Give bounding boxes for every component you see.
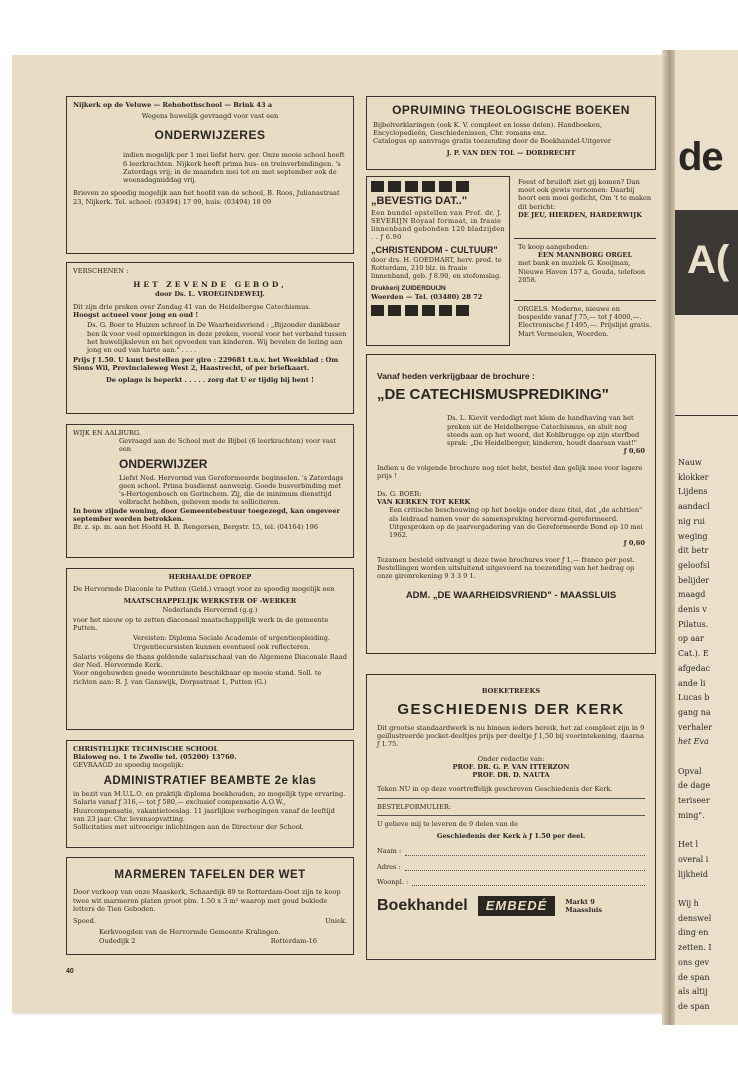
- name-label: Naam :: [377, 847, 402, 856]
- ad-unique: Uniek.: [325, 917, 347, 926]
- ad-footer: De oplage is beperkt . . . . . zorg dat U er tijdig bij bent !: [106, 375, 314, 384]
- ad-body: Dit grootse standaardwerk is nu binnen ieders bereik, het zal compleet zijn in 9 geillustreerde pocket-deeltjes prijs per deeltje ƒ 1,50 bij voorintekening, daarna ƒ 1.75.: [377, 723, 645, 749]
- shop-logo: EMBEDÉ: [478, 896, 556, 916]
- ad-body: Indien u de volgende brochure nog niet hebt, bestel dan gelijk mee voor lagere prijs !: [377, 463, 643, 480]
- ad-opruiming: [366, 96, 656, 170]
- city-field[interactable]: [377, 878, 645, 886]
- ad-intro: Wegens huwelijk gevraagd voor vast een: [141, 112, 279, 121]
- ad-body: Dit zijn drie preken over Zondag 41 van de Heidelbergse Catechismus.: [73, 302, 311, 311]
- ad-quote: Ds. G. Boer te Huizen schreef in De Waarheidsvriend : „Bijzonder dankbaar ben ik voor veel opmerkingen in deze preken, vooral voor het verband tussen het huwelijksleven en het opvoeden van kinderen. Wij bevelen de lezing aan jong en oud van harte aan." . . . .: [87, 321, 347, 355]
- ad-contact: Br. z. sp. m. aan het Hoofd H. B. Rengersen, Bergstr. 15, tel. (04164) 196: [73, 523, 319, 532]
- ad-body-2: door drs. H. GOEDHART, herv. pred. te Rotterdam, 210 blz. in fraaie linnenband, geb. ƒ 8.90, en stofomslag.: [371, 255, 502, 281]
- ad-title: HET ZEVENDE GEBOD,: [133, 280, 287, 290]
- ad-geschiedenis-der-kerk: [366, 674, 656, 960]
- ad-intro: De Hervormde Diaconie te Putten (Geld.) vraagt voor zo spoedig mogelijk een: [73, 585, 335, 594]
- ad-body: ORGELS. Moderne, nieuwe en bespeelde vanaf ƒ 75,— tot ƒ 4000,—. Electronische ƒ 1495,—. Prijslijst gratis. Mart Vermeulen, Woerden.: [518, 305, 652, 338]
- ad-onderwijzeres: [66, 96, 354, 254]
- ad-body: Sollicitaties met uitvoerige inlichtingen aan de Directeur der School.: [73, 823, 304, 832]
- ad-title: „DE CATECHISMUSPREDIKING": [377, 385, 609, 403]
- ad-title: MARMEREN TAFELEN DER WET: [114, 869, 306, 881]
- next-page-line: denswel: [678, 913, 712, 923]
- next-page-line: denis v: [678, 605, 707, 614]
- ad-footer: ADM. „DE WAARHEIDSVRIEND" - MAASSLUIS: [405, 590, 617, 602]
- next-page-edge: [675, 50, 738, 1025]
- order-form-label: BESTELFORMULIER:: [377, 802, 452, 811]
- next-page-line: Cat.). E: [678, 649, 709, 659]
- ad-signature-address: Oudedijk 2: [99, 936, 136, 945]
- next-page-line: ming".: [678, 810, 705, 820]
- ad-phone: Woerden — Tel. (03480) 28 72: [371, 292, 483, 301]
- ad-body: voor het nieuw op te zetten diaconaal maatschappelijk werk in de gemeente Putten.: [73, 615, 329, 633]
- decorative-blocks: [371, 305, 505, 316]
- ad-intro: Te koop aangeboden:: [518, 243, 590, 251]
- ad-title: ONDERWIJZER: [119, 456, 208, 471]
- order-form-text: Geschiedenis der Kerk à ƒ 1.50 per deel.: [436, 832, 586, 841]
- ad-body: Ds. L. Kievit verdedigt met klem de handhaving van het preken uit de Heidelbergse Catechismus, en sluit nog steeds aan op het woord, dat Kohlbrugge op zijn sterfbed sprak: „De Heidelberger, kinderen, houdt daaraan vast!": [447, 414, 640, 448]
- ad-title-2: VAN KERKEN TOT KERK: [377, 498, 471, 507]
- ad-price: ƒ 0,60: [623, 447, 645, 456]
- next-page-line: de span: [678, 1001, 710, 1011]
- ad-body: met bank en muziek G. Kooijman, Nieuwe Haven 157 a, Gouda, telefoon 2058.: [518, 259, 646, 284]
- ad-header: Nijkerk op de Veluwe — Rehobothschool — Brink 43 a: [73, 101, 273, 109]
- ad-title: OPRUIMING THEOLOGISCHE BOEKEN: [392, 103, 630, 117]
- next-page-line: ande li: [678, 678, 706, 688]
- page-number: 40: [66, 968, 74, 975]
- ad-author: door Ds. L. VROEGINDEWEIJ.: [155, 289, 265, 298]
- ad-body-bold: Hoogst actueel voor jong en oud !: [73, 311, 199, 320]
- next-page-line: zetten. I: [678, 943, 712, 953]
- shop-city: Maassluis: [565, 906, 603, 915]
- ad-mannborg-orgel: [514, 238, 656, 296]
- ad-body: Teken NU in op deze voortreffelijk geschreven Geschiedenis der Kerk.: [377, 785, 613, 794]
- page-gutter: [662, 50, 676, 1025]
- next-page-headline: de: [678, 135, 723, 179]
- next-page-line: de span: [678, 972, 710, 982]
- ad-title: ONDERWIJZERES: [154, 128, 266, 143]
- ad-technische-school: [66, 740, 354, 848]
- next-page-line: Wij h: [678, 899, 699, 908]
- next-page-line: weging: [678, 531, 708, 541]
- next-page-line: nig rui: [678, 516, 705, 526]
- ad-price: Prijs ƒ 1.50. U kunt bestellen per giro : 229681 t.n.v. het Weekblad : Om Sions Wil, Provincialeweg West 2, Haastrecht, of per briefkaart.: [73, 356, 339, 373]
- ad-body: Tezamen besteld ontvangt u deze twee brochures voor ƒ 1,— franco per post. Bestellingen worden uitsluitend uitgevoerd na toezending van het bedrag op onze gironrekening 9 3 3 9 1.: [377, 555, 635, 581]
- city-label: Woonpl. :: [377, 877, 409, 886]
- next-page-line: Nauw: [678, 458, 702, 467]
- ad-title: GESCHIEDENIS DER KERK: [397, 701, 625, 719]
- next-page-line: belijder: [678, 575, 710, 585]
- ad-label: HERHAALDE OPROEP: [168, 573, 252, 581]
- order-form-text: U gelieve mij te leveren de 9 delen van de: [377, 819, 518, 828]
- ad-marmeren-tafelen: [66, 857, 354, 955]
- ad-body: Catalogus op aanvrage gratis toezending door de Boekhandel-Uitgever: [373, 137, 612, 146]
- ad-body: Bijbelverklaringen (ook K. V. compleet en losse delen). Handboeken, Encyclopedieën, Geschiedenissen, Chr. romans enz.: [373, 121, 603, 138]
- ad-label: CHRISTELIJKE TECHNISCHE SCHOOL: [73, 745, 219, 753]
- next-page-banner-text: A(: [687, 238, 730, 282]
- next-page-line: aandacl: [678, 502, 710, 512]
- ad-intro: GEVRAAGD zo spoedig mogelijk:: [73, 761, 184, 770]
- next-page-line: als altij: [678, 987, 708, 997]
- ad-body: indien mogelijk per 1 mei liefst herv. ger. Onze mooie school heeft 6 leerkrachten. Nijkerk heeft prima bus- en treinverbindingen. 's Zaterdags vrij; in de maanden mei tot en met september ook de woensdagmiddag vrij.: [123, 151, 345, 185]
- next-page-line: geloofsl: [678, 560, 710, 570]
- next-page-line: de dage: [678, 781, 711, 791]
- ad-body: in bezit van M.U.L.O. en praktijk diploma boekhouden, zo mogelijk type ervaring. Salaris vanaf ƒ 316,— tot ƒ 580,— exclusief compensatie A.O.W., Huurcompensatie, vakantietoeslag. 11 jaarlijkse verhogingen vanaf de leeftijd van 23 jaar. Chr. levensopvatting.: [73, 790, 346, 823]
- ad-price: ƒ 0,60: [623, 539, 645, 548]
- ad-publisher: J. P. VAN DEN TOL — DORDRECHT: [446, 148, 576, 157]
- next-page-line: Opval: [678, 766, 702, 776]
- ad-name: DE JEU, HIERDEN, HARDERWIJK: [518, 210, 642, 219]
- next-page-line: klokker: [678, 472, 709, 482]
- ad-intro: Gevraagd aan de School met de Bijbel (6 leerkrachten) voor vast een: [119, 437, 336, 454]
- ad-editor: PROF. DR. G. P. VAN ITTERZON: [452, 762, 570, 771]
- ad-intro: Vanaf heden verkrijgbaar de brochure :: [377, 371, 535, 381]
- next-page-line: ons gev: [678, 957, 709, 967]
- next-page-line: afgedac: [678, 663, 710, 673]
- next-page-line: gang na: [678, 707, 711, 717]
- ad-body: Door verkoop van onze Maaskerk, Schaardijk 89 te Rotterdam-Oost zijn te koop twee wit marmeren platen groot plm. 1.50 x 3 m² waarop met goud beklede letters de Tien Geboden.: [73, 888, 341, 913]
- ad-body: Feest of bruiloft ziet gij komen? Dan moet ook gewis vernomen: Daarbij hoort een mooi gedicht, Om 't te maken dit bericht:: [518, 178, 652, 211]
- ad-title-2: „CHRISTENDOM - CULTUUR": [371, 244, 498, 255]
- ad-name: Ds. G. BOER:: [377, 490, 422, 499]
- next-page-line: het Eva: [678, 737, 709, 747]
- next-page-line: Pilatus.: [678, 619, 709, 629]
- address-label: Adres :: [377, 862, 401, 871]
- ad-title: „BEVESTIG DAT..": [371, 195, 468, 207]
- next-page-rule: [675, 415, 738, 416]
- next-page-line: Lucas b: [678, 693, 710, 703]
- ad-publisher: Drukkerij ZUIDERDUIJN: [371, 284, 446, 292]
- ad-label: BOEKETREEKS: [481, 687, 541, 695]
- next-page-line: op aar: [678, 634, 704, 644]
- ad-catechismusprediking: [366, 354, 656, 654]
- ad-bevestig-dat: [366, 176, 510, 346]
- name-field[interactable]: [377, 847, 645, 855]
- ad-body: Een bundel opstellen van Prof. dr. J. SEVERIJN Royaal formaat, in fraaie linnenband gebonden 120 bladzijden . . ƒ 6.90: [371, 208, 505, 242]
- shop-name: Boekhandel: [377, 897, 468, 915]
- next-page-line: maagd: [678, 590, 706, 600]
- next-page-line: Lijdens: [678, 487, 708, 497]
- ad-herhaalde-oproep: [66, 568, 354, 730]
- ad-body: Vereisten: Diploma Sociale Academie of urgentieopleiding. Urgentiecursisten kunnen eventueel ook reflecteren.: [133, 634, 331, 651]
- ad-sub: Nederlands Hervormd (g.g.): [162, 605, 258, 614]
- ad-zevende-gebod: [66, 262, 354, 414]
- next-page-line: ding en: [678, 928, 709, 938]
- ad-editors: Onder redactie van:: [477, 754, 545, 763]
- next-page-line: lijkheid: [678, 869, 709, 879]
- ad-gedicht: [514, 176, 656, 232]
- ad-body: Een critische beschouwing op het boekje onder deze titel, dat „de achttien" als leidraad namen voor de samenspreking hervormd-gereformeerd. Uitgesproken op de jaarvergadering van de Gereformeerde Bond op 10 mei 1962.: [389, 506, 643, 540]
- ad-label: VERSCHENEN :: [73, 267, 129, 275]
- ad-onderwijzer: [66, 424, 354, 558]
- ad-title: EEN MANNBORG ORGEL: [537, 251, 633, 260]
- ad-label: WIJK EN AALBURG.: [73, 429, 142, 437]
- ad-address: Blaloweg no. 1 te Zwolle tel. (05200) 13760.: [73, 753, 237, 762]
- ad-title: MAATSCHAPPELIJK WERKSTER OF -WERKER: [123, 597, 297, 606]
- next-page-line: teriseer: [678, 796, 710, 806]
- address-field[interactable]: [377, 863, 645, 871]
- ad-body: Liefst Ned. Hervormd van Gereformeerde beginselen. 's Zaterdags geen school. Prima busdienst aanwezig. Goede busverbinding met 's-Hertogenbosch en Gorinchem. Zij, die de minimum diensttijd volbracht hebben, gelieven mede te solliciteren.: [119, 473, 344, 507]
- ad-orgels: [514, 300, 656, 346]
- ad-speed: Spoed.: [73, 917, 96, 926]
- ad-signature-city: Rotterdam-16: [270, 936, 317, 945]
- ad-body: Salaris volgens de thans geldende salarisschaal van de Algemene Diaconale Raad der Ned. Hervormde Kerk.: [73, 652, 347, 670]
- ad-bold: In bouw zijnde woning, door Gemeentebestuur toegezegd, kan ongeveer september worden betrokken.: [73, 506, 340, 523]
- ad-signature: Kerkvoogden van de Hervormde Gemeente Kralingen.: [99, 928, 281, 937]
- next-page-line: Het l: [678, 840, 699, 850]
- ad-editor: PROF. DR. D. NAUTA: [472, 771, 550, 780]
- decorative-blocks: [371, 181, 505, 192]
- ad-contact: Voor ongehuwden goede woonruimte beschikbaar op mooie stand. Soll. te richten aan: R. J. van Ganswijk, Dorpsstraat 1, Putten (G.): [73, 669, 322, 686]
- ad-title: ADMINISTRATIEF BEAMBTE 2e klas: [103, 774, 317, 787]
- next-page-line: verhaler: [678, 722, 713, 732]
- next-page-line: overal i: [678, 854, 709, 864]
- shop-address: Markt 9: [565, 897, 595, 906]
- ad-contact: Brieven zo spoedig mogelijk aan het hoofd van de school, B. Roos, Julianastraat 23, Nijkerk. Tel. school: (03494) 17 09, huis: (03494) 18 09: [73, 189, 340, 206]
- next-page-line: dit betr: [678, 546, 709, 556]
